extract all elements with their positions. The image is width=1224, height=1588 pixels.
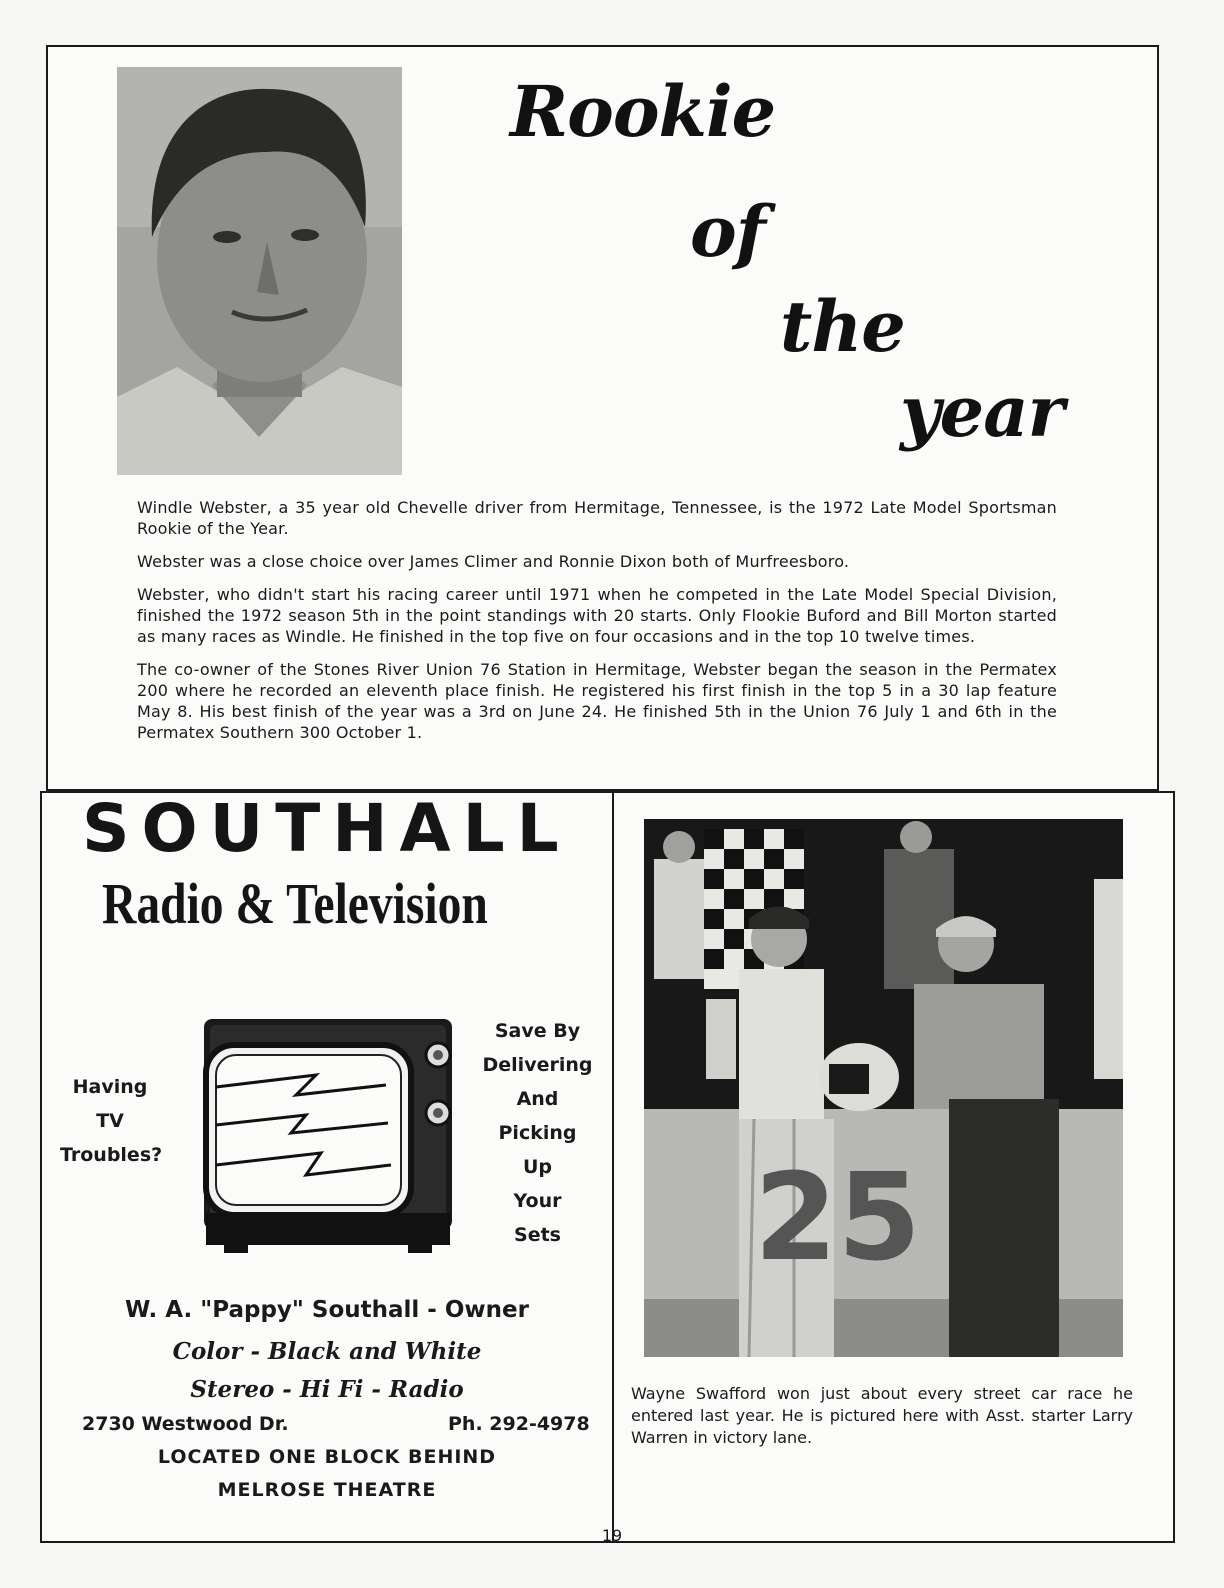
- victory-caption: Wayne Swafford won just about every street car race he entered last year. He is pictured here with Asst. starter Larry Warren in victory lane.: [631, 1384, 1133, 1447]
- ad-owner: W. A. "Pappy" Southall - Owner: [125, 1297, 529, 1323]
- ad-right-line: Up: [522, 1156, 553, 1178]
- ad-left-line: TV: [96, 1110, 124, 1132]
- ad-located-line-1: LOCATED ONE BLOCK BEHIND: [157, 1446, 497, 1468]
- article-paragraph-4: The co-owner of the Stones River Union 76 Station in Hermitage, Webster began the season in the Permatex 200 where he recorded an eleventh place finish. He registered his first finish in the top 5 in a 30 lap feature May 8. His best finish of the year was a 3rd on June 24. He finished 5th in the Union 76 July 1 and 6th in the Permatex Southern 300 October 1.: [137, 660, 1057, 742]
- ad-address: 2730 Westwood Dr.: [82, 1413, 289, 1435]
- ad-right-line: Sets: [514, 1224, 561, 1246]
- title-rookie: Rookie: [510, 70, 776, 153]
- victory-lane-photo: [644, 819, 1123, 1357]
- ad-stereo-line: Stereo - Hi Fi - Radio: [190, 1376, 464, 1403]
- ad-phone: Ph. 292-4978: [448, 1413, 590, 1435]
- ad-right-line: Save By: [494, 1020, 581, 1042]
- page-number: 19: [601, 1526, 623, 1545]
- title-year: year: [900, 370, 1064, 453]
- title-the: the: [780, 285, 905, 368]
- rookie-article: [137, 497, 1057, 755]
- ad-subtitle: Radio & Television: [102, 871, 488, 936]
- article-paragraph-1: Windle Webster, a 35 year old Chevelle driver from Hermitage, Tennessee, is the 1972 Late Model Sportsman Rookie of the Year.: [137, 498, 1057, 538]
- ad-right-line: Your: [513, 1190, 562, 1212]
- car-number: 25: [754, 1149, 921, 1288]
- ad-right-text: [480, 1014, 595, 1252]
- article-paragraph-3: Webster, who didn't start his racing career until 1971 when he competed in the Late Model Special Division, finished the 1972 season 5th in the point standings with 20 starts. Only Flookie Buford and Bill Morton started as many races as Windle. He finished in the top five on four occasions and in the top 10 twelve times.: [137, 585, 1057, 646]
- ad-left-line: Troubles?: [60, 1144, 163, 1166]
- ad-left-text: [60, 1070, 163, 1172]
- title-of: of: [690, 190, 765, 273]
- ad-left-line: Having: [72, 1076, 148, 1098]
- article-paragraph-2: Webster was a close choice over James Climer and Ronnie Dixon both of Murfreesboro.: [137, 552, 850, 571]
- ad-color-line: Color - Black and White: [172, 1338, 482, 1365]
- ad-right-line: And: [516, 1088, 559, 1110]
- ad-right-line: Picking: [498, 1122, 577, 1144]
- ad-located-line-2: MELROSE THEATRE: [217, 1479, 437, 1501]
- ad-business-name: SOUTHALL: [82, 790, 571, 867]
- portrait-photo: [117, 67, 402, 475]
- tv-icon: [196, 1015, 460, 1255]
- ad-right-line: Delivering: [482, 1054, 593, 1076]
